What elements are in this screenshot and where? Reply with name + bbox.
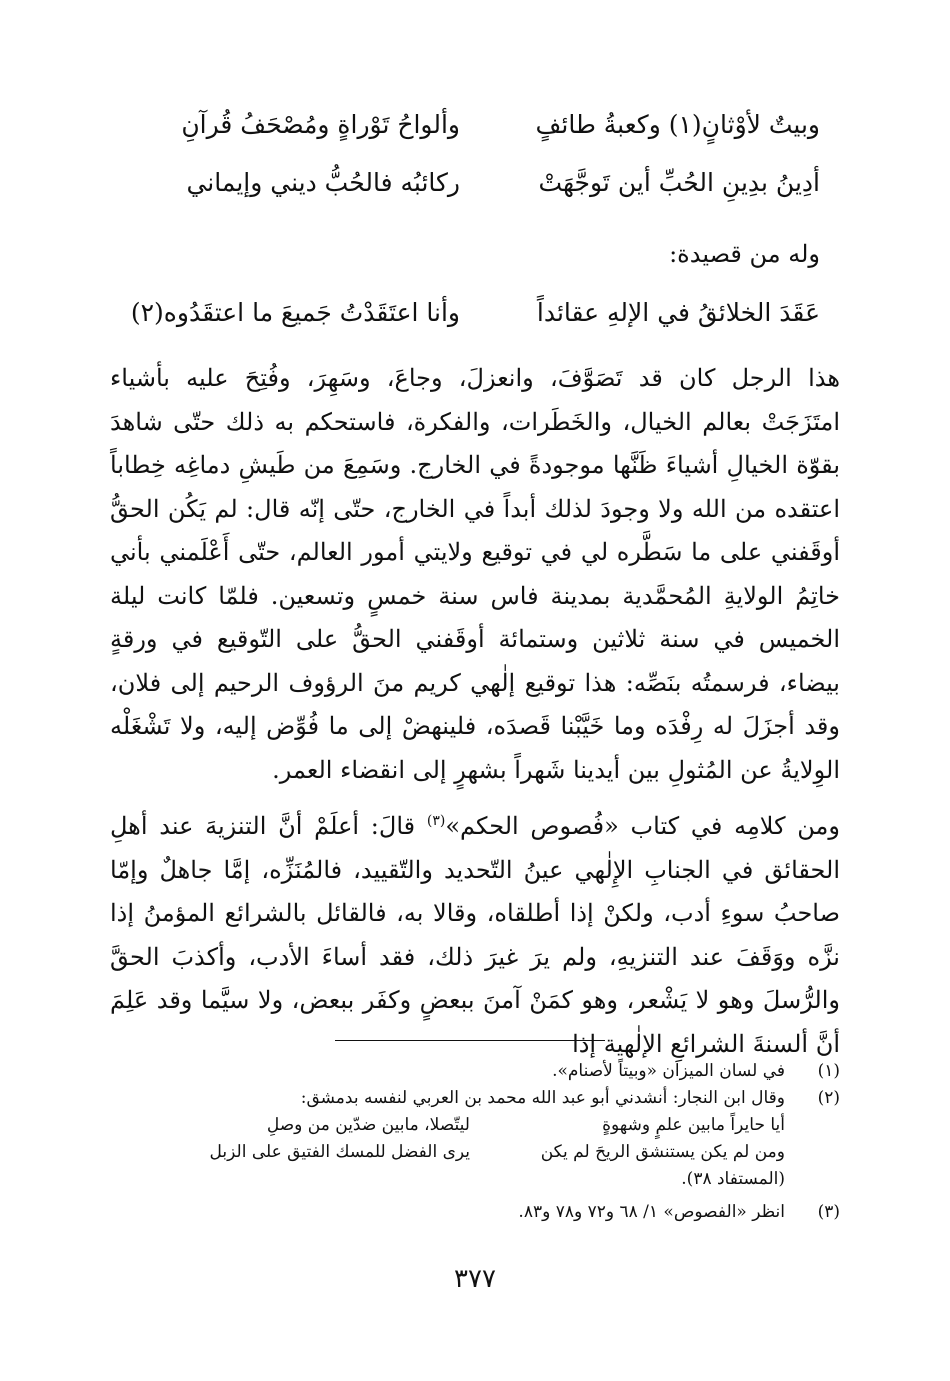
footnote-source: (المستفاد ٣٨). <box>681 1169 785 1189</box>
paragraph-2 <box>110 800 840 1066</box>
paragraph-1: هذا الرجل كان قد تَصَوَّفَ، وانعزلَ، وجاعَ، وسَهِرَ، وفُتِحَ عليه بأشياء امتَزَجَتْ بعالم الخيال، والخَطَرات، والفكرة، فاستحكم به ذلك حتّى شاهدَ بقوّة الخيالِ أشياءَ ظَنَّها موجودةً في الخارج. وسَمِعَ من طَيشِ دماغِه خِطاباً اعتقده من الله ولا وجودَ لذلك أبداً في الخارج، حتّى إنّه قال: لم يَكُن الحقُّ أوقَفني على ما سَطَّره لي في توقيع ولايتي أمور العالم، حتّى أَعْلَمني بأني خاتِمُ الولايةِ المُحمَّدية بمدينة فاس سنة خمسٍ وتسعين. فلمّا كانت ليلة الخميس في سنة ثلاثين وستمائة أوقَفني الحقُّ على التّوقيع في ورقةٍ بيضاء، فرسمتُه بنَصِّه: هذا توقيع إلٰهي كريم منَ الرؤوف الرحيم إلى فلان، وقد أجزَلَ له رِفْدَه وما خَيَّبْنا قَصدَه، فلينهضْ إلى ما فُوِّض إليه، ولا تَشْغَلْه الوِلايةُ عن المُثولِ بين أيدينا شَهراً بشهرٍ إلى انقضاء العمر. <box>110 364 840 784</box>
footnote-2-tail <box>110 1166 840 1193</box>
footnote-divider <box>335 1040 605 1041</box>
footnotes <box>110 1058 840 1226</box>
footnote-text: انظر «الفصوص» ١/ ٦٨ و٧٢ و٧٨ و٨٣. <box>518 1202 785 1222</box>
page-number: ٣٧٧ <box>454 1264 496 1294</box>
footnote-verse-second: ليتّصلا، مابين ضدّين من وصلِ <box>266 1115 470 1135</box>
footnote-verse-second: يرى الفضل للمسك الفتيق على الزبل <box>209 1142 470 1162</box>
verse-hemistich-first: أدِينُ بدِينِ الحُبِّ أين تَوجَّهَتْ <box>538 168 820 197</box>
footnote-1 <box>110 1058 840 1085</box>
footnote-verse-2 <box>110 1139 840 1166</box>
footnote-number: (٢) <box>817 1088 840 1108</box>
footnote-text: في لسان الميزان «وبيتاً لأصنام». <box>552 1061 785 1081</box>
verse-hemistich-first: عَقَدَ الخلائقُ في الإلهِ عقائداً <box>536 298 820 327</box>
verse-hemistich-second: ركائبُه فالحُبُّ ديني وإيماني <box>186 168 460 197</box>
intro-line: وله من قصيدة: <box>669 240 820 268</box>
footnote-number: (١) <box>817 1061 840 1081</box>
verse-single <box>120 298 820 348</box>
footnote-2 <box>110 1085 840 1112</box>
paragraph-2-after: قالَ: أعلَمْ أنَّ التنزيهَ عند أهلِ الحقائق في الجنابِ الإِلٰهي عينُ التّحديد والتّقييد، فالمُنَزِّه، إمَّا جاهلٌ وإمّا صاحبُ سوءِ أدب، ولكنْ إذا أطلقاه، وقالا به، فالقائل بالشرائع المؤمنُ إذا نزَّه ووَقَفَ عند التنزيهِ، ولم يرَ غيرَ ذلك، فقد أساءَ الأدب، وأكذبَ الحقَّ والرُّسلَ وهو لا يَشْعر، وهو كمَنْ آمنَ ببعضٍ وكفَر ببعض، ولا سيَّما وقد عَلِمَ أنَّ ألسنةَ الشرائعِ الإلٰهية إذا <box>110 812 840 1058</box>
verse-line-2 <box>120 168 820 218</box>
verse-hemistich-first: وبيتٌ لأوْثانٍ(١) وكعبةُ طائفٍ <box>535 110 820 139</box>
verse-hemistich-second: وألواحُ تَوْراةٍ ومُصْحَفُ قُرآنِ <box>181 110 460 139</box>
footnote-text: وقال ابن النجار: أنشدني أبو عبد الله محمد بن العربي لنفسه بدمشق: <box>300 1088 785 1108</box>
footnote-verse-1 <box>110 1112 840 1139</box>
footnote-verse-first: أيا حايراً مابين علمٍ وشهوةٍ <box>602 1115 785 1135</box>
footnote-ref: (٣) <box>426 813 446 829</box>
paragraph-2-before: ومن كلامِه في كتاب «فُصوص الحكم» <box>445 812 840 840</box>
footnote-number: (٣) <box>817 1202 840 1222</box>
footnote-3 <box>110 1199 840 1226</box>
verse-hemistich-second: وأنا اعتَقَدْتُ جَميعَ ما اعتقَدُوه(٢) <box>130 298 460 327</box>
footnote-verse-first: ومن لم يكن يستنشق الريحَ لم يكن <box>540 1142 785 1162</box>
verse-line-1 <box>120 110 820 160</box>
